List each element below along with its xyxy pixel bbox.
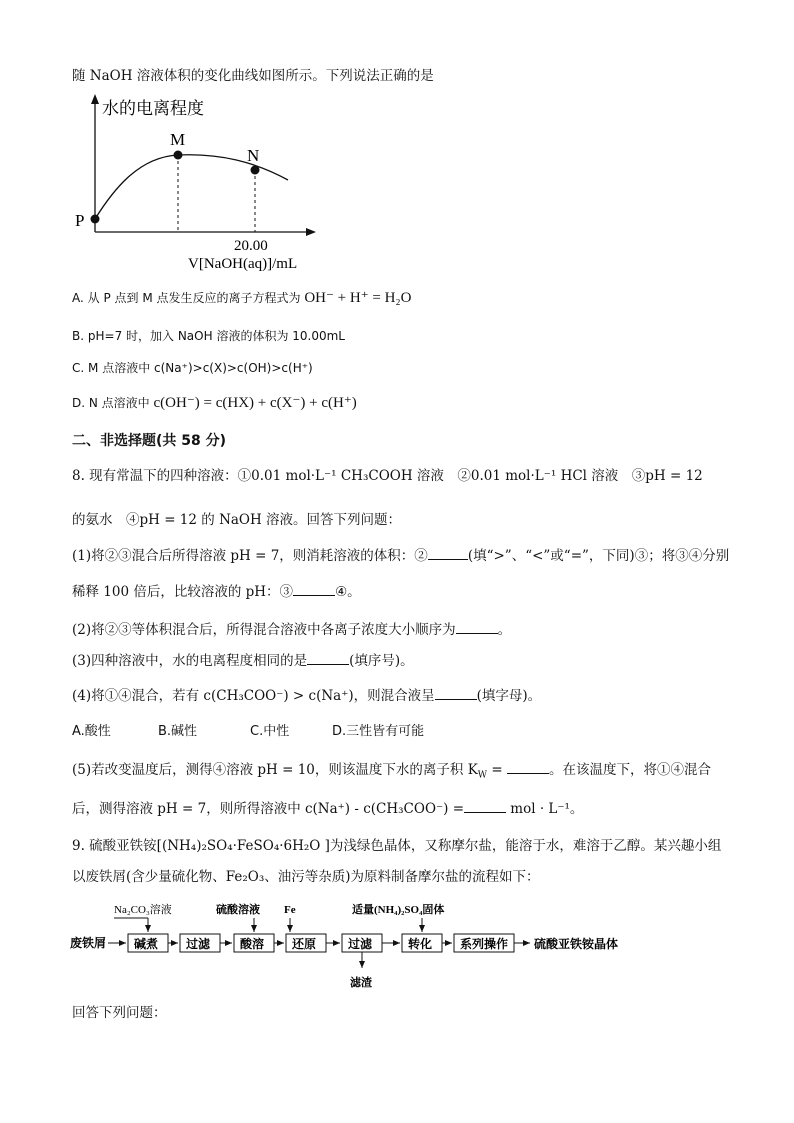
choice-c: C.中性 [250, 724, 290, 739]
answer-blank-6 [507, 759, 549, 774]
point-p [91, 215, 100, 224]
choice-b: B.碱性 [158, 724, 198, 739]
choice-d: D.三性皆有可能 [332, 724, 425, 739]
q8-part-5-cont: 后，测得溶液 pH = 7，则所得溶液中 c(Na⁺) - c(CH₃COO⁻) = mol · L⁻¹。 [72, 798, 583, 819]
q8-part-1-cont: 稀释 100 倍后，比较溶液的 pH：③ ④。 [72, 581, 361, 602]
step-5: 过滤 [348, 937, 373, 951]
answer-blank-5 [435, 685, 477, 700]
answer-blank-1 [428, 545, 468, 560]
answer-blank-7 [464, 798, 506, 813]
step-2: 过滤 [186, 937, 211, 951]
reagent-fe: Fe [284, 904, 296, 916]
x-tick-label: 20.00 [234, 238, 268, 254]
step-3: 酸溶 [240, 937, 265, 951]
section-heading: 二、非选择题(共 58 分) [72, 433, 227, 449]
q9-answer-prompt: 回答下列问题： [72, 1005, 167, 1021]
q7-intro: 随 NaOH 溶液体积的变化曲线如图所示。下列说法正确的是 [72, 68, 434, 84]
point-m [174, 151, 183, 160]
choice-a: A.酸性 [72, 724, 111, 739]
label-m: M [170, 130, 186, 149]
reagent-na2co3: Na₂CO₃溶液 [114, 904, 172, 916]
q9-line-1: 9. 硫酸亚铁铵[(NH₄)₂SO₄·FeSO₄·6H₂O ]为浅绿色晶体，又称摩尔盐，能溶于水，难溶于乙醇。某兴趣小组 [72, 838, 722, 854]
x-axis-arrow [306, 228, 316, 236]
answer-blank-2 [293, 581, 335, 596]
q8-part-3: (3)四种溶液中，水的电离程度相同的是 (填序号)。 [72, 650, 414, 671]
q8-part-2: (2)将②③等体积混合后，所得混合溶液中各离子浓度大小顺序为 。 [72, 619, 511, 640]
step-4: 还原 [292, 937, 317, 951]
flow-residue: 滤渣 [350, 977, 372, 989]
q9-line-2: 以废铁屑(含少量硫化物、Fe₂O₃、油污等杂质)为原料制备摩尔盐的流程如下： [72, 869, 540, 885]
q7-option-a: A. 从 P 点到 M 点发生反应的离子方程式为 OH⁻ + H⁺ = H₂O [72, 290, 412, 306]
flow-end: 硫酸亚铁铵晶体 [534, 937, 619, 951]
label-n: N [247, 146, 260, 165]
q8-part-5: (5)若改变温度后，测得④溶液 pH = 10，则该温度下水的离子积 $K_W$ = 。在该温度下，将①④混合 [72, 759, 711, 786]
q8-line-1: 8. 现有常温下的四种溶液：①0.01 mol·L⁻¹ CH₃COOH 溶液 ②0.01 mol·L⁻¹ HCl 溶液 ③pH = 12 [72, 468, 703, 484]
x-axis-label: V[NaOH(aq)]/mL [188, 256, 298, 272]
reagent-h2so4: 硫酸溶液 [216, 904, 260, 916]
step-7: 系列操作 [460, 937, 509, 951]
step-6: 转化 [408, 937, 433, 951]
flow-start: 废铁屑 [70, 936, 107, 950]
y-axis-label: 水的电离程度 [102, 99, 204, 119]
reagent-nh4so4: 适量(NH₄)₂SO₄固体 [352, 904, 445, 916]
q8-part-1: (1)将②③混合后所得溶液 pH = 7，则消耗溶液的体积：② (填“>”、“<”或“=”，下同)③；将③④分别 [72, 545, 729, 566]
point-n [251, 166, 260, 175]
flow-diagram [68, 898, 648, 993]
q8-part-4: (4)将①④混合，若有 c(CH₃COO⁻) > c(Na⁺)，则混合液呈 (填字母)。 [72, 685, 541, 706]
q8-choices [72, 722, 424, 742]
y-axis-arrow [91, 94, 99, 104]
ionization-graph [70, 92, 330, 272]
q7-option-d: D. N 点溶液中 c(OH⁻) = c(HX) + c(X⁻) + c(H⁺) [72, 395, 357, 411]
answer-blank-4 [307, 650, 349, 665]
q7-option-b: B. pH=7 时，加入 NaOH 溶液的体积为 10.00mL [72, 329, 345, 343]
label-p: P [75, 211, 85, 230]
step-1: 碱煮 [134, 937, 159, 951]
answer-blank-3 [456, 619, 498, 634]
q8-line-2: 的氨水 ④pH = 12 的 NaOH 溶液。回答下列问题： [72, 512, 402, 528]
q7-option-c: C. M 点溶液中 c(Na⁺)>c(X)>c(OH)>c(H⁺) [72, 361, 313, 375]
